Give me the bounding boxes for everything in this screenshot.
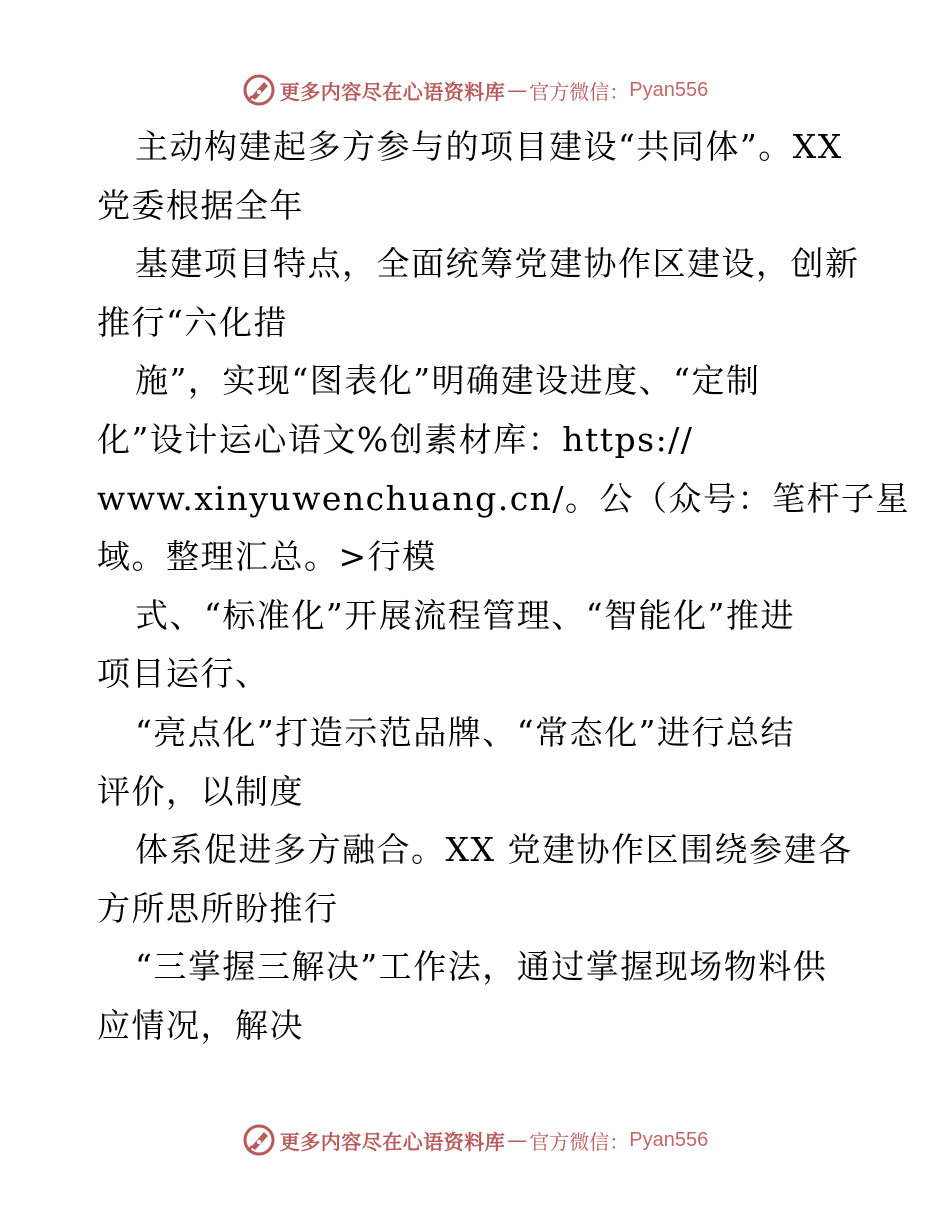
header-banner	[0, 70, 950, 110]
text-line: 基建项目特点，全面统筹党建协作区建设，创新	[135, 244, 860, 284]
pen-nib-circle-icon	[242, 73, 276, 107]
text-line: 主动构建起多方参与的项目建设“共同体”。XX	[135, 127, 843, 166]
header-contact-label: 官方微信：	[529, 79, 630, 104]
footer-banner	[0, 1120, 950, 1160]
text-line: “亮点化”打造示范品牌、“常态化”进行总结	[135, 712, 795, 752]
text-line: 评价，以制度	[97, 771, 304, 811]
text-line: 式、“标准化”开展流程管理、“智能化”推进	[135, 595, 795, 635]
text-line: 化”设计运心语文%创素材库：https://	[97, 419, 694, 459]
text-line: 方所思所盼推行	[97, 888, 339, 928]
text-line: 党委根据全年	[97, 185, 304, 225]
pen-nib-circle-icon	[242, 1123, 276, 1157]
footer-contact-label: 官方微信：	[529, 1129, 630, 1154]
footer-separator: —	[507, 1128, 528, 1152]
text-line: 项目运行、	[97, 654, 270, 694]
footer-brand-text: 更多内容尽在心语资料库	[279, 1129, 506, 1154]
header-contact-id: Pyan556	[629, 78, 709, 101]
text-line: 施”，实现“图表化”明确建设进度、“定制	[135, 361, 761, 401]
text-line: 应情况，解决	[97, 1005, 304, 1045]
footer-contact-id: Pyan556	[629, 1128, 709, 1151]
text-line: 域。整理汇总。>行模	[97, 537, 437, 577]
text-line: www.xinyuwenchuang.cn/。公（众号：笔杆子星	[97, 478, 911, 518]
header-separator: —	[507, 78, 528, 102]
text-line: “三掌握三解决”工作法，通过掌握现场物料供	[135, 947, 828, 987]
header-brand-text: 更多内容尽在心语资料库	[279, 79, 506, 104]
text-line: 体系促进多方融合。XX 党建协作区围绕参建各	[135, 830, 853, 870]
document-body	[97, 118, 911, 1056]
text-line: 推行“六化措	[97, 302, 288, 342]
